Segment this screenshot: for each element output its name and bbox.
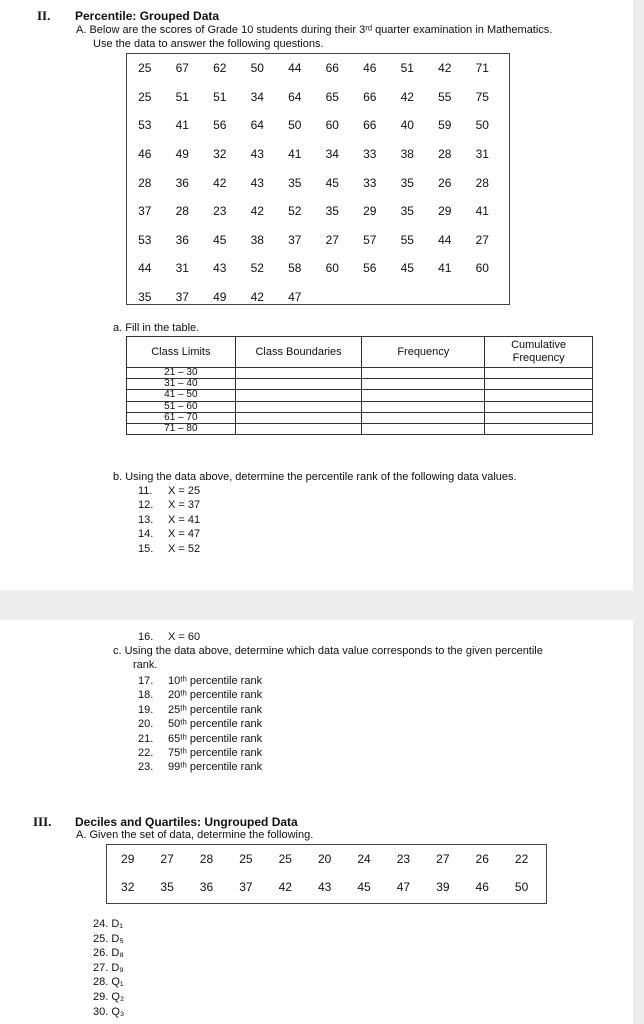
score-cell: 42 — [250, 204, 264, 219]
question-text: 75ᵗʰ percentile rank — [168, 747, 263, 760]
part-a-b-instruction: b. Using the data above, determine the percentile rank of the following data values. — [113, 471, 517, 483]
score-cell: 45 — [213, 232, 227, 247]
section-3-numeral: III. — [33, 814, 52, 829]
data-value-cell: 36 — [199, 880, 214, 894]
part-a-a-instruction: a. Fill in the table. — [113, 322, 200, 334]
question-item — [138, 674, 262, 688]
score-cell: 65 — [325, 89, 339, 104]
class-limit-cell: 71 – 80 — [127, 423, 236, 434]
question-item — [138, 688, 262, 702]
score-cell: 26 — [438, 175, 452, 190]
score-cell: 35 — [325, 204, 339, 219]
score-cell: 46 — [138, 147, 152, 162]
score-cell: 40 — [400, 118, 414, 133]
score-cell: 25 — [138, 89, 152, 104]
header-class-boundaries: Class Boundaries — [235, 337, 362, 368]
decile-quartile-item: 28. Q₁ — [93, 976, 124, 989]
question-number: 13. — [138, 513, 154, 526]
cumulative-frequency-cell[interactable] — [485, 390, 593, 401]
question-number: 21. — [138, 732, 154, 745]
frequency-table — [126, 336, 593, 435]
score-cell: 55 — [400, 232, 414, 247]
score-cell — [464, 283, 502, 312]
score-cell: 53 — [138, 232, 152, 247]
score-cell: 66 — [363, 118, 377, 133]
score-cell: 37 — [175, 290, 189, 305]
score-cell: 51 — [175, 89, 189, 104]
score-cell: 67 — [175, 61, 189, 76]
score-cell: 50 — [475, 118, 489, 133]
frequency-cell[interactable] — [362, 390, 485, 401]
question-number: 15. — [138, 542, 154, 555]
score-cell: 28 — [475, 175, 489, 190]
decile-quartile-item: 25. D₅ — [93, 932, 124, 945]
question-number: 20. — [138, 718, 154, 731]
data-value-cell: 20 — [317, 852, 332, 866]
score-cell: 41 — [475, 204, 489, 219]
data-value-cell: 50 — [514, 880, 529, 894]
item-16 — [138, 631, 200, 643]
data-value-cell: 25 — [239, 852, 253, 866]
score-cell: 49 — [213, 290, 227, 305]
percentile-value-items — [138, 674, 262, 775]
decile-quartile-item: 26. D₈ — [93, 947, 124, 960]
deciles-data-row — [108, 873, 541, 901]
class-boundary-cell[interactable] — [235, 401, 362, 412]
frequency-table-header-row — [127, 337, 593, 368]
score-cell: 28 — [438, 147, 452, 162]
score-cell: 51 — [213, 89, 227, 104]
question-text: 10ᵗʰ percentile rank — [168, 675, 263, 687]
frequency-table-row — [127, 412, 593, 423]
data-value-cell: 26 — [475, 852, 489, 866]
part-a-instruction-line2: Use the data to answer the following questions. — [93, 38, 324, 50]
score-cell: 50 — [288, 118, 302, 133]
data-value-cell: 24 — [357, 852, 371, 866]
score-cell: 29 — [438, 204, 452, 219]
class-boundary-cell[interactable] — [235, 412, 362, 423]
cumulative-frequency-cell[interactable] — [485, 401, 593, 412]
score-cell: 66 — [363, 89, 377, 104]
score-cell: 42 — [400, 89, 414, 104]
question-text: 25ᵗʰ percentile rank — [168, 703, 263, 716]
section-3-title: Deciles and Quartiles: Ungrouped Data — [75, 815, 298, 829]
question-number: 12. — [138, 499, 154, 512]
score-cell: 34 — [325, 147, 339, 162]
score-cell: 60 — [325, 118, 339, 133]
question-number: 22. — [138, 747, 154, 760]
score-cell: 38 — [400, 147, 414, 162]
scores-row — [126, 197, 501, 226]
section-2-numeral: II. — [37, 8, 51, 23]
frequency-cell[interactable] — [362, 379, 485, 390]
scores-row — [126, 83, 501, 112]
question-text: X = 52 — [168, 542, 201, 555]
question-item — [138, 760, 262, 774]
score-cell — [389, 283, 427, 312]
score-cell: 29 — [363, 204, 377, 219]
frequency-table-row — [127, 368, 593, 379]
percentile-rank-items — [138, 484, 200, 556]
data-value-cell: 46 — [475, 880, 489, 894]
data-value-cell: 28 — [199, 852, 214, 866]
data-value-cell: 22 — [514, 852, 529, 866]
score-cell: 44 — [138, 261, 152, 276]
score-cell: 58 — [288, 261, 302, 276]
part-a-instruction-line1: A. Below are the scores of Grade 10 students during their 3ʳᵈ quarter examination in Mathematics. — [76, 24, 553, 36]
scores-row — [126, 111, 501, 140]
data-value-cell: 42 — [278, 880, 292, 894]
question-number: 23. — [138, 761, 154, 774]
score-cell: 35 — [400, 175, 414, 190]
score-cell: 45 — [400, 261, 414, 276]
class-limit-cell: 31 – 40 — [127, 379, 236, 390]
deciles-quartiles-items — [93, 917, 124, 1019]
question-text: X = 25 — [168, 485, 201, 497]
score-cell: 50 — [250, 61, 264, 76]
question-number: 14. — [138, 528, 154, 541]
scores-row — [126, 54, 501, 83]
section-3-part-a-instruction: A. Given the set of data, determine the following. — [76, 829, 314, 841]
deciles-data-table — [108, 845, 541, 901]
data-value-cell: 47 — [396, 880, 411, 894]
score-cell: 64 — [288, 89, 302, 104]
class-boundary-cell[interactable] — [235, 423, 362, 434]
score-cell: 37 — [138, 204, 152, 219]
decile-quartile-item: 27. D₉ — [93, 961, 124, 974]
question-number: 11. — [138, 485, 153, 497]
score-cell: 44 — [438, 232, 452, 247]
frequency-table-row — [127, 401, 593, 412]
data-value-cell: 23 — [396, 852, 411, 866]
score-cell: 32 — [213, 147, 227, 162]
score-cell: 41 — [438, 261, 452, 276]
class-boundary-cell[interactable] — [235, 390, 362, 401]
score-cell: 35 — [400, 204, 414, 219]
score-cell: 52 — [288, 204, 302, 219]
cumulative-frequency-cell[interactable] — [485, 423, 593, 434]
score-cell: 55 — [438, 89, 452, 104]
scores-row — [126, 226, 501, 255]
question-number: 19. — [138, 703, 154, 716]
score-cell: 60 — [325, 261, 339, 276]
score-cell: 64 — [250, 118, 264, 133]
part-a-c-instruction-line2: rank. — [133, 659, 158, 671]
score-cell: 47 — [288, 290, 302, 305]
score-cell: 37 — [288, 232, 302, 247]
score-cell: 41 — [175, 118, 189, 133]
score-cell: 42 — [213, 175, 227, 190]
data-value-cell: 25 — [278, 852, 292, 866]
score-cell: 57 — [363, 232, 377, 247]
score-cell: 28 — [138, 175, 152, 190]
score-cell: 35 — [288, 175, 302, 190]
score-cell: 60 — [475, 261, 489, 276]
question-text: 50ᵗʰ percentile rank — [168, 718, 263, 731]
question-text: 65ᵗʰ percentile rank — [168, 732, 263, 745]
header-class-limits: Class Limits — [127, 337, 236, 368]
data-value-cell: 29 — [121, 852, 135, 866]
score-cell: 71 — [475, 61, 489, 76]
score-cell: 36 — [175, 175, 189, 190]
cumulative-frequency-cell[interactable] — [485, 379, 593, 390]
class-limit-cell: 61 – 70 — [127, 412, 236, 423]
score-cell: 42 — [438, 61, 452, 76]
score-cell: 51 — [400, 61, 414, 76]
score-cell — [351, 283, 389, 312]
score-cell: 52 — [250, 261, 264, 276]
question-item — [138, 513, 200, 527]
score-cell: 38 — [250, 232, 264, 247]
worksheet-page-2 — [0, 620, 633, 1024]
score-cell: 27 — [325, 232, 339, 247]
decile-quartile-item: 29. Q₂ — [93, 990, 125, 1003]
score-cell: 56 — [363, 261, 377, 276]
score-cell: 31 — [175, 261, 189, 276]
score-cell: 42 — [250, 290, 264, 305]
question-text: X = 37 — [168, 499, 201, 512]
score-cell: 36 — [175, 232, 189, 247]
score-cell: 75 — [475, 89, 489, 104]
score-cell: 66 — [325, 61, 339, 76]
score-cell: 28 — [175, 204, 189, 219]
scores-table — [126, 54, 501, 311]
class-boundary-cell[interactable] — [235, 379, 362, 390]
score-cell — [426, 283, 464, 312]
frequency-table-row — [127, 390, 593, 401]
frequency-table-row — [127, 379, 593, 390]
frequency-cell[interactable] — [362, 368, 485, 379]
question-number: 17. — [138, 675, 154, 687]
question-text: X = 47 — [168, 528, 201, 541]
question-item — [138, 732, 262, 746]
part-a-c-instruction-line1: c. Using the data above, determine which data value corresponds to the given percentile — [113, 645, 543, 657]
score-cell: 34 — [250, 89, 264, 104]
question-text: 99ᵗʰ percentile rank — [168, 761, 263, 774]
question-item — [138, 746, 262, 760]
score-cell: 33 — [363, 175, 377, 190]
item-16-number: 16. — [138, 631, 154, 643]
score-cell: 49 — [175, 147, 189, 162]
decile-quartile-item: 30. Q₃ — [93, 1005, 125, 1018]
score-cell: 44 — [288, 61, 302, 76]
score-cell: 23 — [213, 204, 227, 219]
question-item — [138, 527, 200, 541]
class-limit-cell: 21 – 30 — [127, 368, 236, 379]
question-item — [138, 498, 200, 512]
question-item — [138, 542, 200, 556]
score-cell: 53 — [138, 118, 152, 133]
frequency-cell[interactable] — [362, 423, 485, 434]
header-cumulative-frequency: Cumulative Frequency — [485, 337, 593, 368]
deciles-data-row — [108, 845, 541, 873]
item-16-text: X = 60 — [168, 631, 201, 643]
score-cell: 41 — [288, 147, 302, 162]
question-text: 20ᵗʰ percentile rank — [168, 689, 263, 702]
frequency-cell[interactable] — [362, 412, 485, 423]
score-cell: 59 — [438, 118, 452, 133]
score-cell: 62 — [213, 61, 227, 76]
score-cell: 46 — [363, 61, 377, 76]
class-limit-cell: 41 – 50 — [127, 390, 236, 401]
data-value-cell: 39 — [436, 880, 450, 894]
scores-row — [126, 168, 501, 197]
frequency-cell[interactable] — [362, 401, 485, 412]
question-text: X = 41 — [168, 513, 201, 526]
score-cell: 45 — [325, 175, 339, 190]
score-cell: 43 — [213, 261, 227, 276]
score-cell: 56 — [213, 118, 227, 133]
question-item — [138, 703, 262, 717]
score-cell: 33 — [363, 147, 377, 162]
score-cell: 25 — [138, 61, 152, 76]
question-number: 18. — [138, 689, 154, 702]
scores-row — [126, 140, 501, 169]
class-boundary-cell[interactable] — [235, 368, 362, 379]
data-value-cell: 27 — [436, 852, 450, 866]
frequency-table-row — [127, 423, 593, 434]
score-cell: 27 — [475, 232, 489, 247]
score-cell: 31 — [475, 147, 489, 162]
scores-row — [126, 283, 501, 312]
header-frequency: Frequency — [362, 337, 485, 368]
data-value-cell: 32 — [121, 880, 135, 894]
score-cell: 43 — [250, 147, 264, 162]
score-cell: 35 — [138, 290, 152, 305]
section-2-title: Percentile: Grouped Data — [75, 9, 220, 23]
question-item — [138, 717, 262, 731]
cumulative-frequency-cell[interactable] — [485, 412, 593, 423]
score-cell: 43 — [250, 175, 264, 190]
class-limit-cell: 51 – 60 — [127, 401, 236, 412]
question-item — [138, 484, 200, 498]
scores-row — [126, 254, 501, 283]
cumulative-frequency-cell[interactable] — [485, 368, 593, 379]
data-value-cell: 27 — [160, 852, 174, 866]
decile-quartile-item: 24. D₁ — [93, 918, 124, 930]
data-value-cell: 43 — [317, 880, 332, 894]
data-value-cell: 37 — [239, 880, 253, 894]
score-cell — [314, 283, 352, 312]
data-value-cell: 35 — [160, 880, 174, 894]
data-value-cell: 45 — [357, 880, 371, 894]
